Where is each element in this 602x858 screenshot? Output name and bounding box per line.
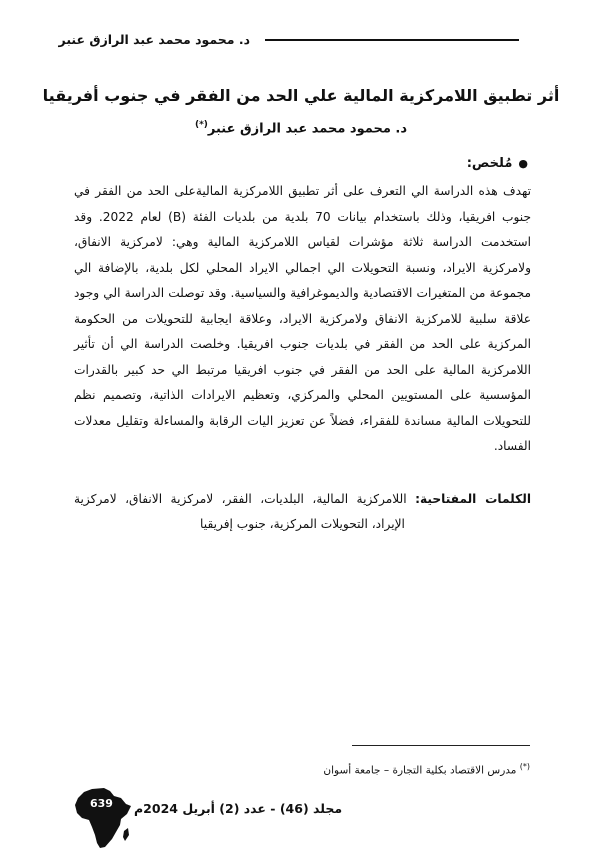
paper-title: أثر تطبيق اللامركزية المالية علي الحد من الفقر في جنوب أفريقيا <box>42 86 560 105</box>
keywords-paragraph <box>74 487 531 537</box>
abstract-body: تهدف هذه الدراسة الي التعرف على أثر تطبيق اللامركزية الماليةعلى الحد من الفقر في جنوب افريقيا، وذلك باستخدام بيانات 70 بلدية من بلديات الفئة (B) لعام 2022. وقد استخدمت الدراسة ثلاثة مؤشرات لقياس اللامركزية المالية وهي: لامركزية الانفاق، ولامركزية الايراد، ونسبة التحويلات الي اجمالي الايراد المحلي لكل بلدية، بالإضافة الي مجموعة من المتغيرات الاقتصادية والديموغرافية والسياسية. وقد توصلت الدراسة الي وجود علاقة سلبية للامركزية الانفاق ولامركزية الايراد، وعلاقة ايجابية للتحويلات من الحكومة المركزية على الحد من الفقر في بلديات جنوب افريقيا. وخلصت الدراسة الي أن تأثير اللامركزية المالية على الحد من الفقر في جنوب افريقيا مرتبط الي حد كبير بالقدرات المؤسسية على المستويين المحلي والمركزي، وتعظيم الايرادات الذاتية، وتصميم نظم للتحويلات المالية مساندة للفقراء، فضلاً عن تعزيز اليات الرقابة والمساءلة وتقليل معدلات الفساد. <box>74 184 532 453</box>
bullet-icon: ● <box>518 157 528 170</box>
issue-info: مجلد (46) - عدد (2) أبريل 2024م <box>134 801 343 816</box>
footnote <box>323 762 530 777</box>
author-footnote-marker: (*) <box>194 120 208 130</box>
footnote-marker: (*) <box>519 762 530 771</box>
abstract-heading <box>467 156 528 171</box>
running-header-author: د. محمود محمد عبد الرازق عنبر <box>58 32 250 47</box>
author-line <box>0 120 602 136</box>
footnote-text: مدرس الاقتصاد بكلية التجارة – جامعة أسوان <box>323 764 517 777</box>
abstract-heading-text: مُلخص: <box>466 156 513 171</box>
page-number: 639 <box>90 797 113 810</box>
author-name: د. محمود محمد عبد الرازق عنبر <box>207 121 408 137</box>
keywords-text: اللامركزية المالية، البلديات، الفقر، لامركزية الانفاق، لامركزية الإيراد، التحويلات المركزية، جنوب إفريقيا <box>74 492 407 531</box>
header-rule <box>265 39 519 41</box>
keywords-label: الكلمات المفتاحية: <box>415 492 531 506</box>
footnote-rule <box>352 745 530 746</box>
